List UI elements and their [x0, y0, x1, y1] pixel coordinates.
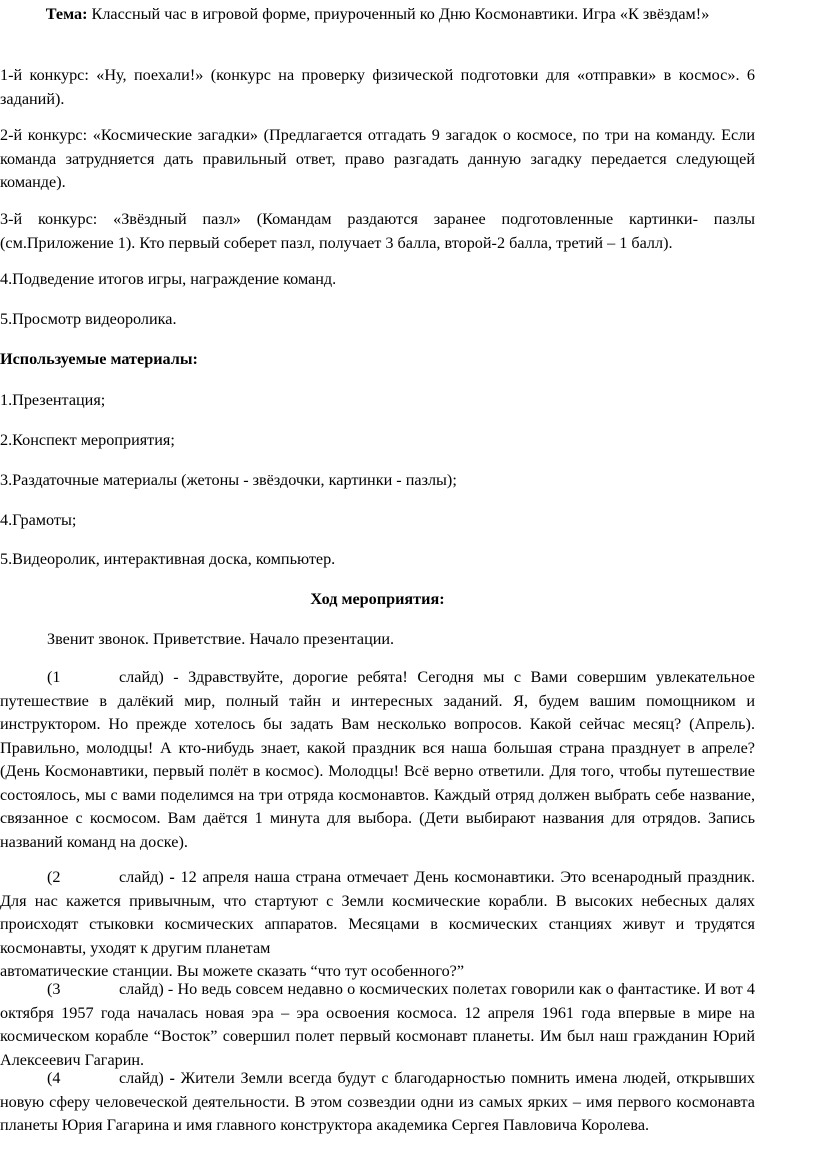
slide-1-number: (1 — [47, 668, 61, 686]
slide-1-paragraph — [0, 666, 755, 854]
slide-1-text: - Здравствуйте, дорогие ребята! Сегодня мы с Вами совершим увлекательное путешествие в далёкий мир, полный тайн и интересных заданий. Я, будем вашим помощником и инструктором. Но прежде хотелось бы задать Вам несколько вопросов. Какой сейчас месяц? (Апрель). Правильно, молодцы! А кто-нибудь знает, какой праздник вся наша большая страна празднует в апреле? (День Космонавтики, первый полёт в космос). Молодцы! Всё верно ответили. Для того, чтобы путешествие состоялось, мы с вами поделимся на три отряда космонавтов. Каждый отряд должен выбрать себе название, связанное с космосом. Вам даётся 1 минута для выбора. (Дети выбирают названия для отрядов. Запись названий команд на доске). — [0, 668, 755, 851]
slide-2-label: слайд) — [119, 868, 164, 886]
slide-4-label: слайд) — [119, 1069, 164, 1087]
contest-3: 3-й конкурс: «Звёздный пазл» (Командам раздаются заранее подготовленные картинки- пазлы (см.Приложение 1). Кто первый соберет пазл, получает 3 балла, второй-2 балла, третий – 1 балл). — [0, 210, 755, 252]
slide-2-dash: - — [163, 868, 181, 886]
material-item: 3.Раздаточные материалы (жетоны - звёздочки, картинки - пазлы); — [0, 471, 457, 489]
slide-2-paragraph — [0, 866, 755, 984]
slide-3-label: слайд) — [119, 980, 164, 998]
topic-text: Классный час в игровой форме, приуроченный ко Дню Космонавтики. Игра «К звёздам!» — [91, 5, 710, 23]
slide-2-number: (2 — [47, 868, 61, 886]
slide-3-number: (3 — [47, 980, 61, 998]
slide-4-paragraph — [0, 1067, 755, 1138]
material-item: 4.Грамоты; — [0, 511, 77, 529]
slide-2-text-continued: автоматические станции. Вы можете сказать “что тут особенного?” — [0, 962, 465, 980]
slide-1-label: слайд) — [119, 668, 164, 686]
contest-5: 5.Просмотр видеоролика. — [0, 310, 177, 328]
material-item: 2.Конспект мероприятия; — [0, 431, 175, 449]
contest-1: 1-й конкурс: «Ну, поехали!» (конкурс на проверку физической подготовки для «отправки» в космос». 6 заданий). — [0, 66, 755, 108]
slide-4-number: (4 — [47, 1069, 61, 1087]
contest-2: 2-й конкурс: «Космические загадки» (Предлагается отгадать 9 загадок о космосе, по три на команду. Если команда затрудняется дать правильный ответ, право разгадать данную загадку передается следующей команде). — [0, 126, 755, 191]
event-heading — [0, 588, 755, 612]
slide-4-dash: - — [163, 1069, 181, 1087]
material-item: 1.Презентация; — [0, 391, 106, 409]
topic-label: Тема: — [45, 5, 88, 23]
materials-heading-text: Используемые материалы: — [0, 350, 198, 368]
slide-3-text: - Но ведь совсем недавно о космических полетах говорили как о фантастике. И вот 4 октября 1957 года началась новая эра – эра освоения космоса. 12 апреля 1961 года впервые в мире на космическом корабле “Восток” совершил полет первый космонавт планеты. Им был наш гражданин Юрий Алексеевич Гагарин. — [0, 980, 755, 1069]
event-heading-text: Ход мероприятия: — [310, 590, 445, 608]
slide-2-text: 12 апреля наша страна отмечает День космонавтики. Это всенародный праздник. Для нас кажется привычным, что стартуют с Земли космические корабли. В высоких небесных далях происходят стыковки космических аппаратов. Месяцами в космических станциях живут и трудятся космонавты, уходят к другим планетам — [0, 868, 755, 957]
event-intro: Звенит звонок. Приветствие. Начало презентации. — [47, 630, 395, 648]
slide-4-text: Жители Земли всегда будут с благодарностью помнить имена людей, открывших новую сферу человеческой деятельности. В этом созвездии одни из самых ярких – имя первого космонавта планеты Юрия Гагарина и имя главного конструктора академика Сергея Павловича Королева. — [0, 1069, 756, 1134]
material-item: 5.Видеоролик, интерактивная доска, компьютер. — [0, 550, 336, 568]
contest-4: 4.Подведение итогов игры, награждение команд. — [0, 270, 337, 288]
materials-heading — [0, 348, 755, 372]
topic-line — [0, 3, 755, 27]
slide-3-paragraph — [0, 978, 755, 1072]
